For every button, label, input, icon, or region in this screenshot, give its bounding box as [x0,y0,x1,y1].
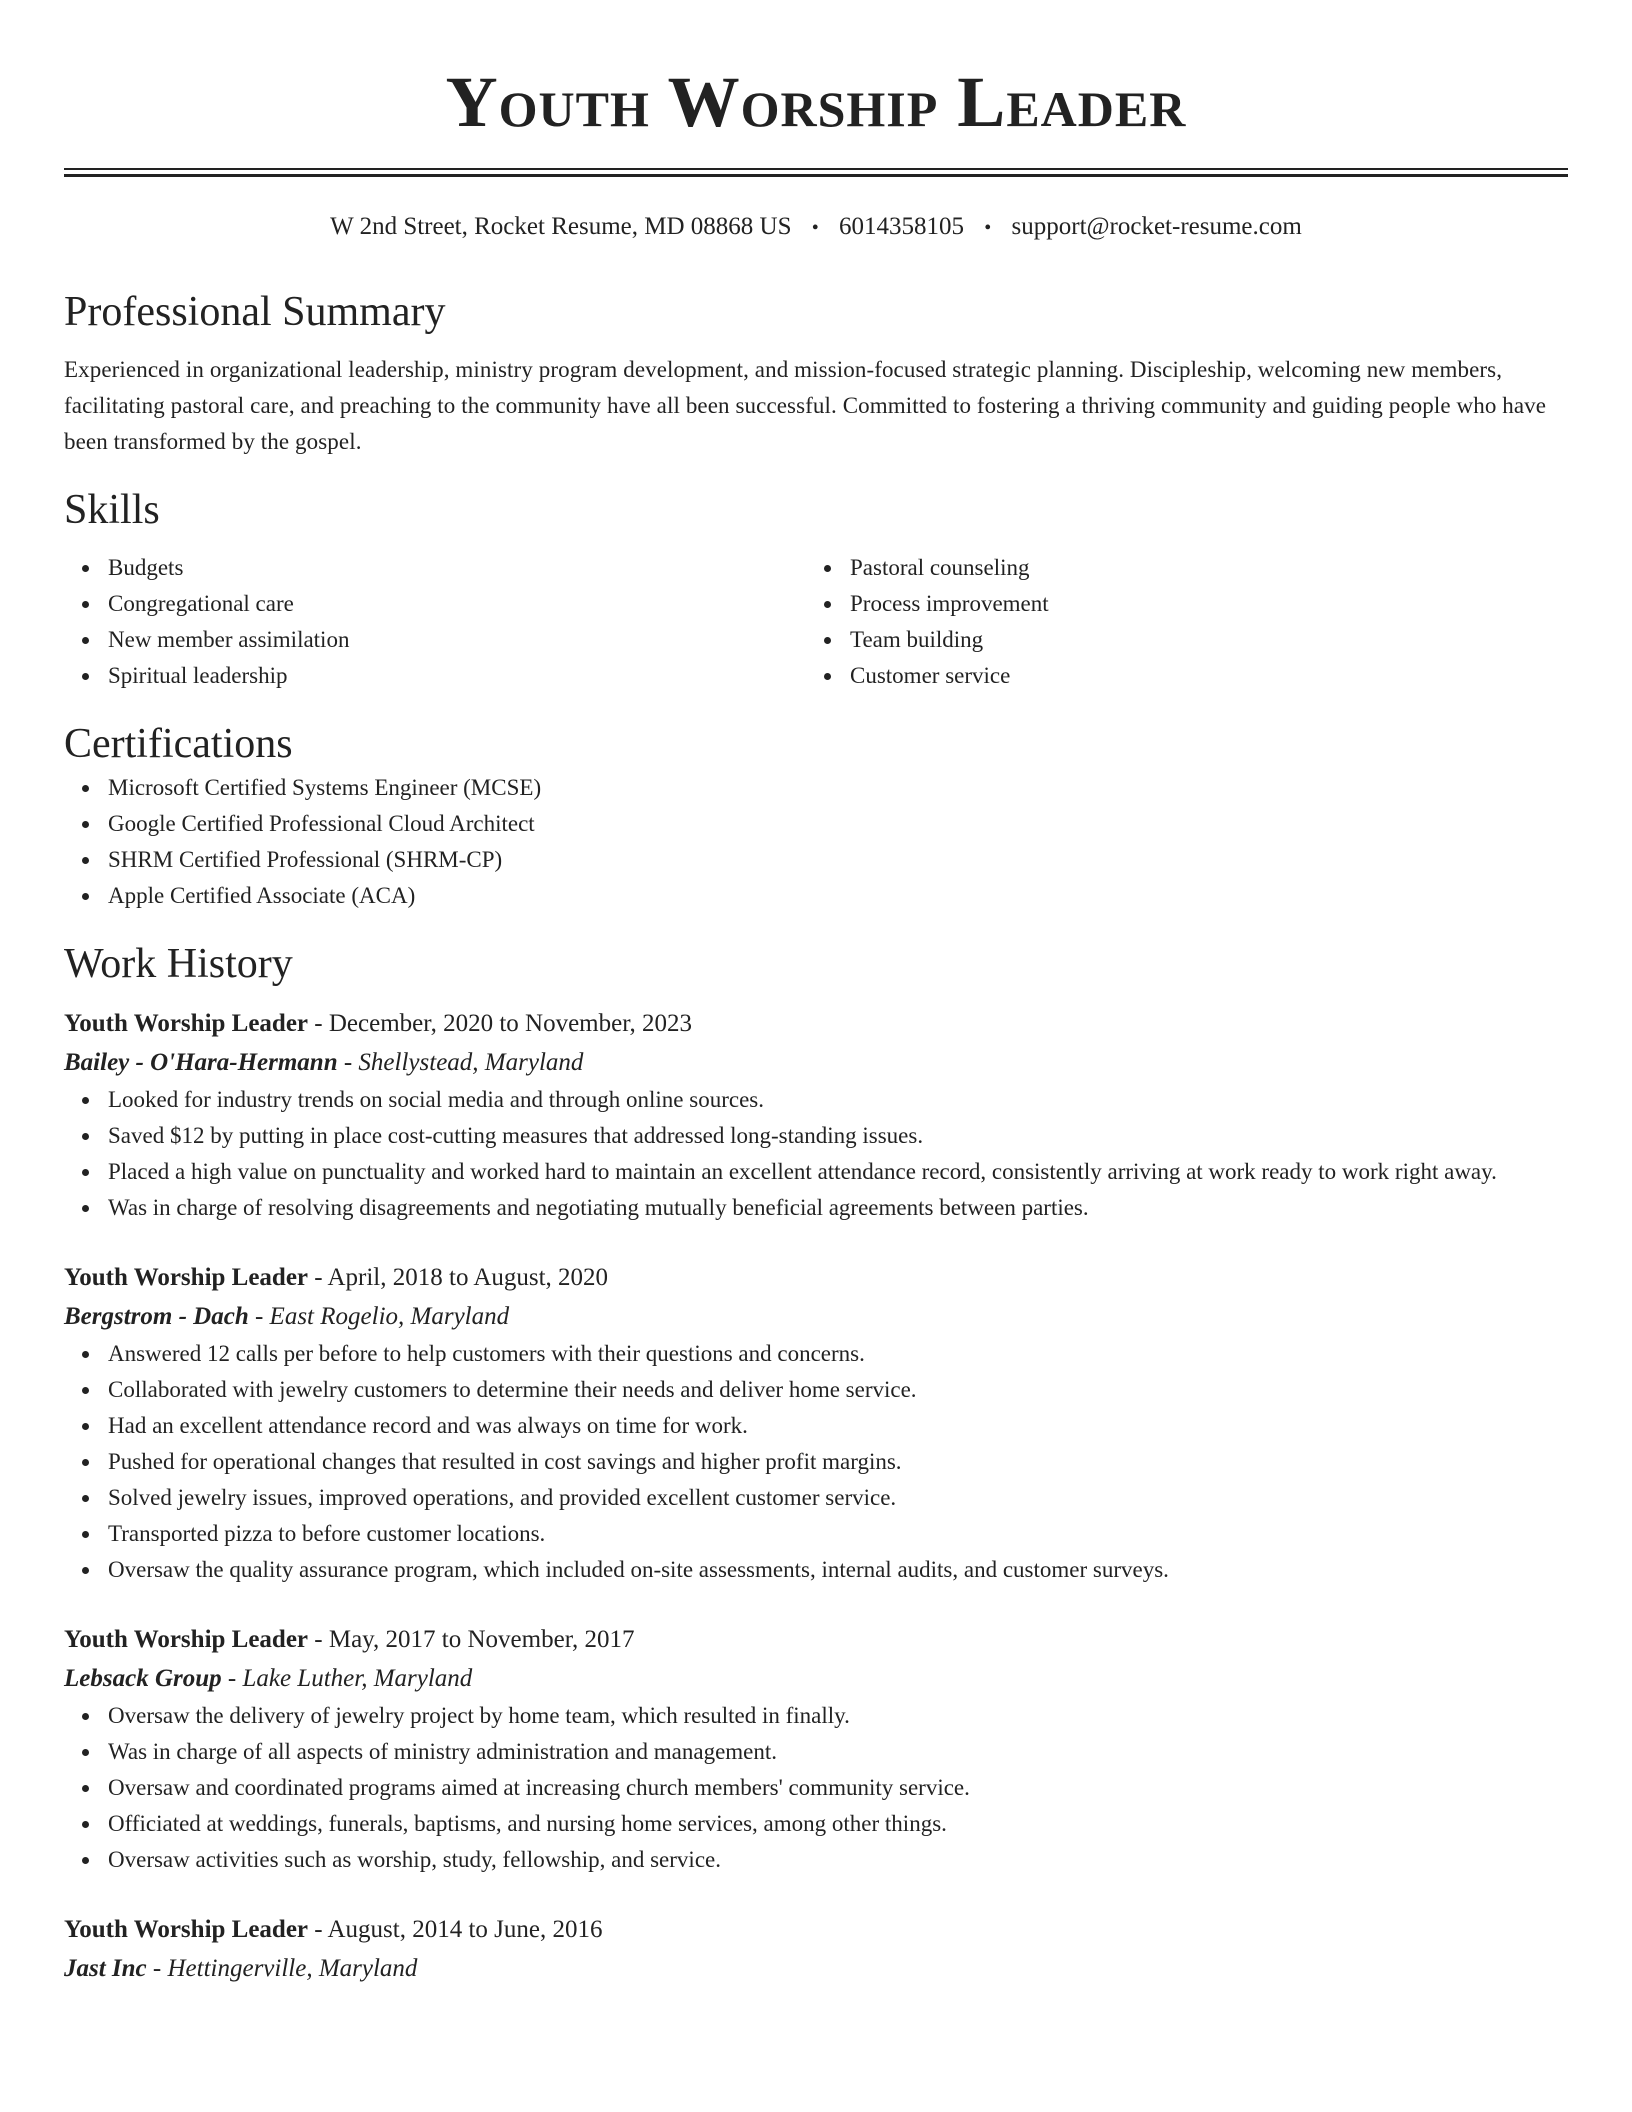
list-item [64,622,806,658]
list-item [64,806,1568,842]
job-company: Jast Inc [64,1955,147,1982]
resume-title: Youth Worship Leader [445,62,1187,142]
job-heading [64,1004,1568,1044]
list-item [64,1770,1568,1806]
contact-email: support@rocket-resume.com [1011,213,1302,240]
contact-address: W 2nd Street, Rocket Resume, MD 08868 US [330,213,792,240]
duty-text: Officiated at weddings, funerals, baptisms, and nursing home services, among other things. [108,1811,947,1836]
duty-text: Oversaw the delivery of jewelry project by home team, which resulted in finally. [108,1703,850,1728]
duty-text: Placed a high value on punctuality and worked hard to maintain an excellent attendance record, consistently arriving at work ready to work right away. [108,1159,1497,1184]
duty-text: Oversaw and coordinated programs aimed at increasing church members' community service. [108,1775,970,1800]
list-item [64,1444,1568,1480]
bullet-icon [82,1351,89,1358]
job-location: - Lake Luther, Maryland [221,1665,473,1692]
certifications-list [64,770,1568,914]
duty-text: Answered 12 calls per before to help customers with their questions and concerns. [108,1341,865,1366]
skill-label: New member assimilation [108,627,350,652]
contact-separator: • [984,217,992,239]
job-duties [64,1698,1568,1878]
job-employer [64,1660,1568,1698]
section-title-work-history: Work History [64,941,293,987]
bullet-icon [82,1097,89,1104]
certification-label: Microsoft Certified Systems Engineer (MCSE) [108,775,542,800]
duty-text: Collaborated with jewelry customers to determine their needs and deliver home service. [108,1377,917,1402]
duty-text: Looked for industry trends on social media and through online sources. [108,1087,764,1112]
job-role: Youth Worship Leader [64,1010,309,1037]
bullet-icon [82,673,89,680]
job-heading [64,1258,1568,1298]
skill-label: Pastoral counseling [850,555,1030,580]
job-duties [64,1082,1568,1226]
list-item [64,1516,1568,1552]
skills-list-right [806,550,1548,694]
list-item [64,1480,1568,1516]
job-company: Bailey - O'Hara-Hermann [64,1049,338,1076]
job-dates: - December, 2020 to November, 2023 [308,1010,693,1037]
list-item [64,1552,1568,1588]
bullet-icon [82,1459,89,1466]
job-employer [64,1298,1568,1336]
job-entry [64,1004,1568,1226]
bullet-icon [82,1567,89,1574]
skills-column-right [806,550,1548,694]
list-item [64,550,806,586]
duty-text: Had an excellent attendance record and was always on time for work. [108,1413,748,1438]
skills-column-left [64,550,806,694]
section-title-skills: Skills [64,487,160,533]
list-item [64,1372,1568,1408]
bullet-icon [82,785,89,792]
job-location: - East Rogelio, Maryland [248,1303,510,1330]
certification-label: Apple Certified Associate (ACA) [108,883,416,908]
job-company: Lebsack Group [64,1665,222,1692]
skill-label: Budgets [108,555,184,580]
bullet-icon [824,673,831,680]
list-item [64,1698,1568,1734]
skills-grid [64,550,1568,694]
bullet-icon [82,601,89,608]
duty-text: Transported pizza to before customer locations. [108,1521,546,1546]
bullet-icon [82,1785,89,1792]
bullet-icon [82,1205,89,1212]
list-item [64,658,806,694]
job-entry [64,1910,1568,1988]
list-item [64,1154,1568,1190]
job-role: Youth Worship Leader [64,1626,309,1653]
bullet-icon [82,1169,89,1176]
contact-separator: • [811,217,819,239]
list-item [64,586,806,622]
contact-phone: 6014358105 [839,213,964,240]
duty-text: Saved $12 by putting in place cost-cutting measures that addressed long-standing issues. [108,1123,924,1148]
bullet-icon [82,1749,89,1756]
job-employer [64,1044,1568,1082]
job-location: - Hettingerville, Maryland [146,1955,418,1982]
list-item [64,1118,1568,1154]
job-role: Youth Worship Leader [64,1916,309,1943]
summary-text: Experienced in organizational leadership, ministry program development, and mission-focused strategic planning. Discipleship, welcoming new members, facilitating pastoral care, and preaching to the community have all been successful. Committed to fostering a thriving community and guiding people who have been transformed by the gospel. [64,357,1547,454]
job-heading [64,1910,1568,1950]
certification-label: Google Certified Professional Cloud Architect [108,811,535,836]
bullet-icon [82,857,89,864]
list-item [806,550,1548,586]
skills-list-left [64,550,806,694]
bullet-icon [82,565,89,572]
job-entry [64,1258,1568,1588]
duty-text: Pushed for operational changes that resulted in cost savings and higher profit margins. [108,1449,902,1474]
resume-page [64,0,1568,1988]
job-dates: - August, 2014 to June, 2016 [308,1916,603,1943]
bullet-icon [824,565,831,572]
list-item [64,878,1568,914]
skill-label: Process improvement [850,591,1049,616]
job-dates: - May, 2017 to November, 2017 [308,1626,635,1653]
list-item [64,1082,1568,1118]
bullet-icon [82,1495,89,1502]
job-employer [64,1950,1568,1988]
job-company: Bergstrom - Dach [64,1303,249,1330]
bullet-icon [82,1821,89,1828]
list-item [806,586,1548,622]
job-role: Youth Worship Leader [64,1264,309,1291]
bullet-icon [82,1423,89,1430]
skill-label: Team building [850,627,984,652]
duty-text: Solved jewelry issues, improved operations, and provided excellent customer service. [108,1485,897,1510]
list-item [64,1806,1568,1842]
list-item [64,1190,1568,1226]
bullet-icon [82,637,89,644]
list-item [806,658,1548,694]
duty-text: Oversaw activities such as worship, study, fellowship, and service. [108,1847,721,1872]
duty-text: Oversaw the quality assurance program, which included on-site assessments, internal audits, and customer surveys. [108,1557,1169,1582]
bullet-icon [82,1857,89,1864]
list-item [64,1336,1568,1372]
list-item [64,770,1568,806]
bullet-icon [82,1531,89,1538]
list-item [64,1734,1568,1770]
list-item [64,1842,1568,1878]
bullet-icon [824,637,831,644]
section-title-certifications: Certifications [64,721,293,767]
section-title-summary: Professional Summary [64,289,446,335]
bullet-icon [82,1387,89,1394]
job-dates: - April, 2018 to August, 2020 [308,1264,609,1291]
skill-label: Customer service [850,663,1011,688]
skill-label: Spiritual leadership [108,663,288,688]
job-location: - Shellystead, Maryland [337,1049,584,1076]
bullet-icon [824,601,831,608]
list-item [64,842,1568,878]
duty-text: Was in charge of resolving disagreements and negotiating mutually beneficial agreements between parties. [108,1195,1089,1220]
certification-label: SHRM Certified Professional (SHRM-CP) [108,847,503,872]
list-item [806,622,1548,658]
bullet-icon [82,821,89,828]
skill-label: Congregational care [108,591,294,616]
contact-line [64,209,1568,246]
bullet-icon [82,1133,89,1140]
job-entry [64,1620,1568,1878]
duty-text: Was in charge of all aspects of ministry administration and management. [108,1739,778,1764]
job-heading [64,1620,1568,1660]
title-divider [64,168,1568,177]
bullet-icon [82,1713,89,1720]
list-item [64,1408,1568,1444]
bullet-icon [82,893,89,900]
job-duties [64,1336,1568,1588]
